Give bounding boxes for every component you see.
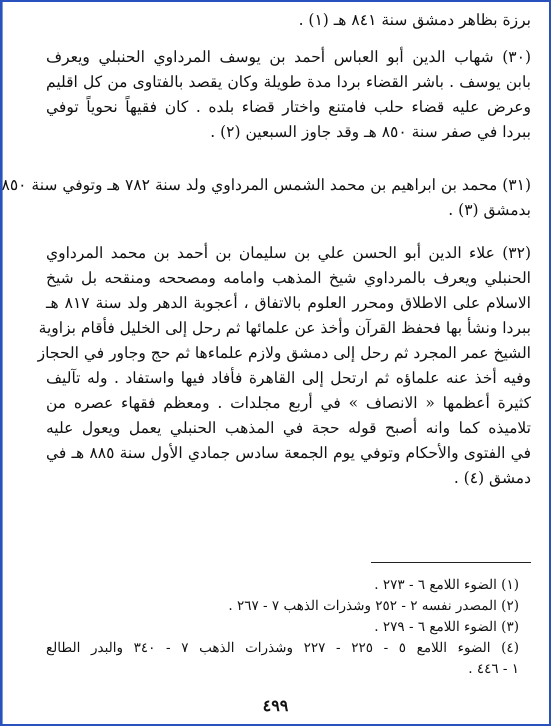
body-line: وفيه أخذ عنه علماؤه ثم ارتحل إلى القاهرة فأفاد فيها واستفاد . وله تآليف bbox=[46, 369, 531, 387]
body-line: ببردا ونشأ بها فحفظ القرآن وأخذ عن علمائها ثم رحل إلى الخليل فأقام بزاوية bbox=[38, 319, 531, 337]
body-line: تلاميذه كما وانه أصبح قوله حجة في المذهب الحنبلي يعمل ويعول عليه bbox=[46, 419, 531, 437]
body-line: وعرض عليه قضاء حلب فامتنع واختار قضاء بلده . كان فقيهاً نحوياً توفي bbox=[46, 98, 531, 116]
body-line: بدمشق (٣) . bbox=[448, 201, 531, 219]
body-line: ببردا في صفر سنة ٨٥٠ هـ وقد جاوز السبعين (٢) . bbox=[210, 123, 531, 141]
body-line: (٣١) محمد بن ابراهيم بن محمد الشمس المرداوي ولد سنة ٧٨٢ هـ وتوفي سنة ٨٥٠ bbox=[1, 176, 531, 194]
body-line: (٣٠) شهاب الدين أبو العباس أحمد بن يوسف المرداوي الحنبلي ويعرف bbox=[46, 48, 531, 66]
footnote: (١) الضوء اللامع ٦ - ٢٧٣ . bbox=[374, 577, 519, 593]
document-page bbox=[2, 2, 549, 724]
body-line: برزة بظاهر دمشق سنة ٨٤١ هـ (١) . bbox=[298, 11, 531, 29]
footnote-separator bbox=[371, 562, 531, 563]
footnote: ١ - ٤٤٦ . bbox=[468, 661, 519, 677]
body-line: الحنبلي ويعرف بالمرداوي شيخ المذهب وامامه ومصححه ومنقحه بل شيخ bbox=[46, 269, 531, 287]
page-number: ٤٩٩ bbox=[262, 696, 289, 715]
body-line: الشيخ عمر المجرد ثم رحل إلى دمشق ولازم علماءها ثم حج وجاور في الحجاز bbox=[37, 344, 531, 362]
footnote: (٣) الضوء اللامع ٦ - ٢٧٩ . bbox=[374, 619, 519, 635]
footnote: (٤) الضوء اللامع ٥ - ٢٢٥ - ٢٢٧ وشذرات الذهب ٧ - ٣٤٠ والبدر الطالع bbox=[46, 640, 519, 656]
body-line: دمشق (٤) . bbox=[453, 469, 531, 487]
body-line: بابن يوسف . باشر القضاء بردا مدة طويلة وكان يقصد بالفتاوى من كل اقليم bbox=[46, 73, 531, 91]
body-line: في الفتوى والأحكام وتوفي يوم الجمعة سادس جمادي الأول سنة ٨٨٥ هـ في bbox=[46, 444, 531, 462]
body-line: (٣٢) علاء الدين أبو الحسن علي بن سليمان بن أحمد بن محمد المرداوي bbox=[46, 244, 531, 262]
body-line: الاسلام على الاطلاق ومحرر العلوم بالاتفاق ، أعجوبة الدهر ولد سنة ٨١٧ هـ bbox=[46, 294, 531, 312]
footnote: (٢) المصدر نفسه ٢ - ٢٥٢ وشذرات الذهب ٧ - ٢٦٧ . bbox=[228, 598, 519, 614]
body-line: كثيرة أعظمها « الانصاف » في أربع مجلدات . ومعظم فقهاء عصره من bbox=[46, 394, 531, 412]
